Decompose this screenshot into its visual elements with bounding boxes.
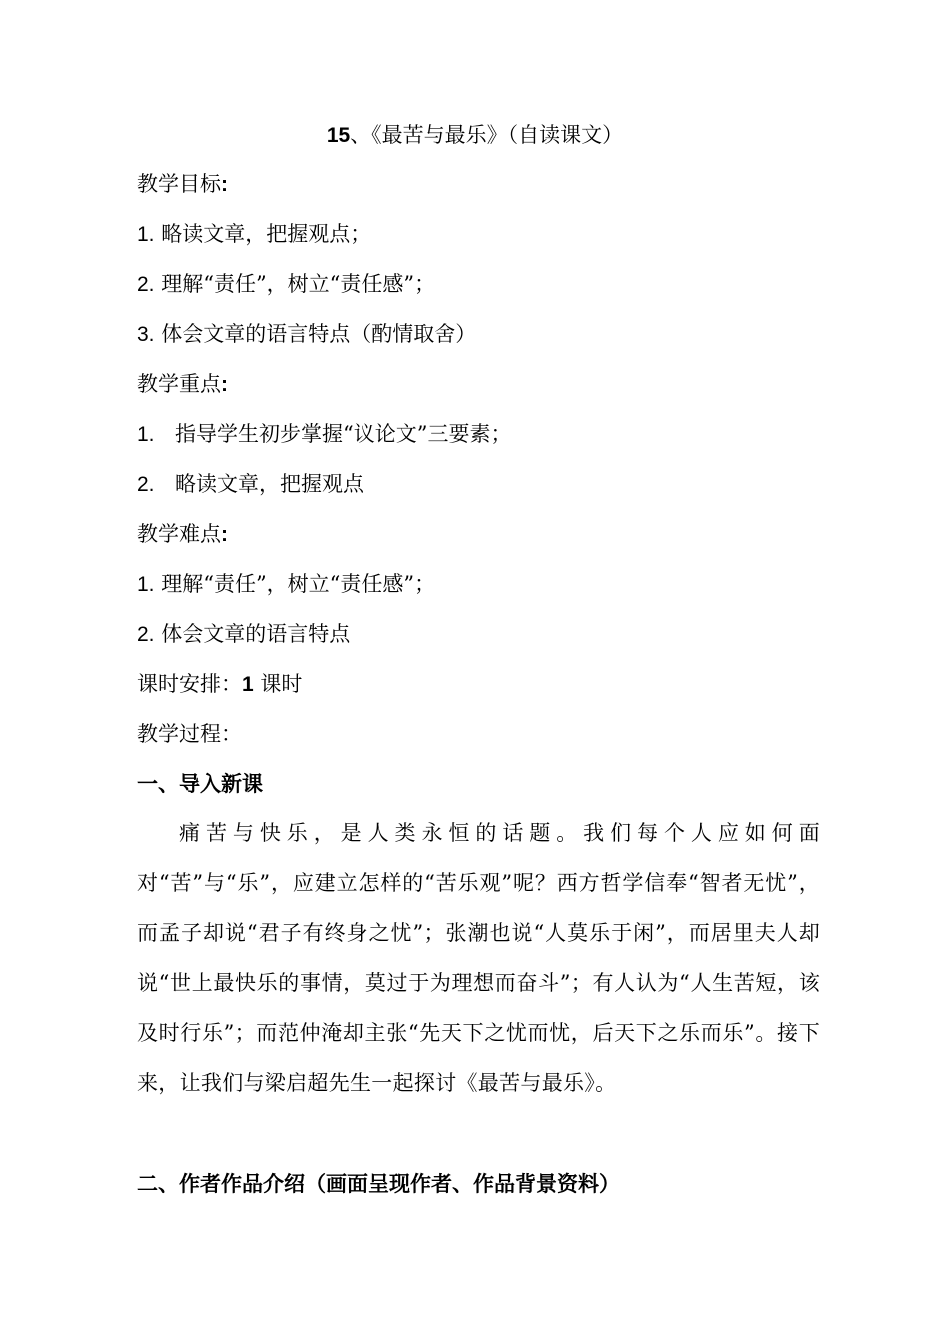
difficulty-item-1: 1. 理解“责任”，树立“责任感”； [137,572,436,596]
key-point-item-1: 1. 指导学生初步掌握“议论文”三要素； [137,422,512,446]
key-points-label: 教学重点: [137,372,228,396]
difficulty-item-2: 2. 体会文章的语言特点 [137,622,351,646]
schedule-line: 课时安排：1 课时 [137,672,303,696]
section-heading-intro: 一、导入新课 [137,772,263,796]
key-point-item-2: 2. 略读文章，把握观点 [137,472,364,496]
section-heading-author: 二、作者作品介绍（画面呈现作者、作品背景资料） [137,1172,620,1196]
title-text: 、《最苦与最乐》（自读课文） [350,123,624,147]
objective-item-2: 2. 理解“责任”，树立“责任感”； [137,272,436,296]
objective-item-3: 3. 体会文章的语言特点（酌情取舍） [137,322,477,346]
title-number: 15 [326,124,351,147]
difficulties-label: 教学难点: [137,522,228,546]
intro-paragraph: 痛苦与快乐，是人类永恒的话题。我们每个人应如何面对“苦”与“乐”，应建立怎样的“苦乐观”呢？西方哲学信奉“智者无忧”，而孟子却说“君子有终身之忧”；张潮也说“人莫乐于闲”，而居里夫人却说“世上最快乐的事情，莫过于为理想而奋斗”；有人认为“人生苦短，该及时行乐”；而范仲淹却主张“先天下之忧而忧，后天下之乐而乐”。接下来，让我们与梁启超先生一起探讨《最苦与最乐》。 [137,821,820,1095]
objectives-label: 教学目标: [137,172,228,196]
document-title [137,117,813,154]
process-label: 教学过程： [137,722,242,746]
objective-item-1: 1. 略读文章，把握观点； [137,222,372,246]
